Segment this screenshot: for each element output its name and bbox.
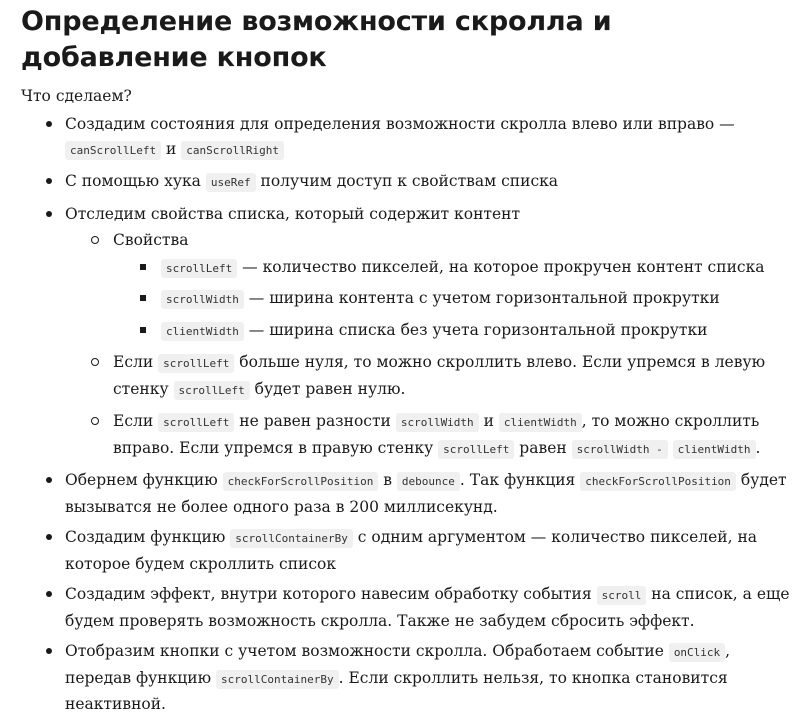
property-item: scrollWidth — ширина контента с учетом горизонтальной прокрутки: [113, 286, 791, 313]
inline-code: scrollLeft: [158, 354, 234, 373]
inline-code: debounce: [397, 472, 460, 491]
main-list: [21, 112, 791, 717]
inline-code: scrollContainerBy: [230, 529, 353, 548]
bullet-square: [140, 295, 146, 301]
inline-code: canScrollRight: [181, 141, 284, 160]
bullet-disc: [46, 477, 52, 483]
properties-list: [113, 255, 791, 345]
bullet-disc: [46, 534, 52, 540]
inline-code: checkForScrollPosition: [580, 472, 736, 491]
inline-code: scrollLeft: [161, 259, 237, 278]
intro-text: Что сделаем?: [21, 87, 132, 105]
list-item: Создадим эффект, внутри которого навесим обработку события scroll на список, а еще будем проверять возможность скролла. Также не забудем сбросить эффект.: [21, 582, 791, 633]
sub-list-item: Если scrollLeft больше нуля, то можно скроллить влево. Если упремся в левую стенку scrollLeft будет равен нулю.: [65, 350, 791, 403]
bullet-circle: [91, 236, 99, 244]
inline-code: clientWidth: [161, 322, 244, 341]
property-item: clientWidth — ширина списка без учета горизонтальной прокрутки: [113, 318, 791, 345]
inline-code: onClick: [669, 643, 725, 662]
list-item: Создадим состояния для определения возможности скролла влево или вправо — canScrollLeft и canScrollRight: [21, 112, 791, 163]
inline-code: scrollLeft: [174, 381, 250, 400]
inline-code: scrollWidth: [396, 413, 479, 432]
bullet-square: [140, 327, 146, 333]
sub-list: [65, 228, 791, 462]
bullet-disc: [46, 211, 52, 217]
sub-list-item: Свойства scrollLeft — количество пикселей, на которое прокручен контент списка scrollWidth — ширина контента с учетом горизонтальной прокрутки clientWidth — ширина списка без учета горизонтальной прокрутки: [65, 228, 791, 344]
sub-list-item: Если scrollLeft не равен разности scrollWidth и clientWidth , то можно скроллить вправо. Если упремся в правую стенку scrollLeft равен scrollWidth - clientWidth .: [65, 409, 791, 462]
inline-code: scrollWidth: [161, 290, 244, 309]
list-item: Обернем функцию checkForScrollPosition в debounce . Так функция checkForScrollPosition будет вызыватся не более одного раза в 200 миллисекунд.: [21, 468, 791, 519]
inline-code: clientWidth: [673, 440, 756, 459]
bullet-disc: [46, 178, 52, 184]
page-title: Определение возможности скролла и добавление кнопок: [21, 6, 612, 73]
inline-code: useRef: [206, 173, 256, 192]
property-item: scrollLeft — количество пикселей, на которое прокручен контент списка: [113, 255, 791, 282]
inline-code: scrollLeft: [438, 440, 514, 459]
inline-code: scroll: [597, 586, 647, 605]
bullet-square: [140, 264, 146, 270]
bullet-disc: [46, 648, 52, 654]
list-item: Создадим функцию scrollContainerBy с одним аргументом — количество пикселей, на которое будем скроллить список: [21, 525, 791, 576]
bullet-circle: [91, 417, 99, 425]
list-item: С помощью хука useRef получим доступ к свойствам списка: [21, 169, 791, 196]
inline-code: clientWidth: [499, 413, 582, 432]
bullet-disc: [46, 591, 52, 597]
inline-code: checkForScrollPosition: [223, 472, 379, 491]
list-item: Отобразим кнопки с учетом возможности скролла. Обработаем событие onClick , передав функцию scrollContainerBy . Если скроллить нельзя, то кнопка становится неактивной.: [21, 639, 791, 717]
bullet-circle: [91, 358, 99, 366]
inline-code: canScrollLeft: [65, 141, 161, 160]
inline-code: scrollContainerBy: [216, 670, 339, 689]
inline-code: scrollWidth -: [572, 440, 668, 459]
bullet-disc: [46, 121, 52, 127]
inline-code: scrollLeft: [158, 413, 234, 432]
list-item: Отследим свойства списка, который содержит контент Свойства scrollLeft — количество пикселей, на которое прокручен контент списка scrollWidth — ширина контента с учетом горизонтальной прокрутки clientWidth — ширина списка без учета горизонтальной прокрутки Если scrollLeft больше нуля, то можно скроллить влево. Если упремся в левую стенку scrollLeft будет равен нулю. Если scrollLeft не равен разности scrollWidth и clientWidth , то можно скроллить вправо. Если упремся в правую стенку scrollLeft равен scrollWidth - clientWidth .: [21, 202, 791, 463]
